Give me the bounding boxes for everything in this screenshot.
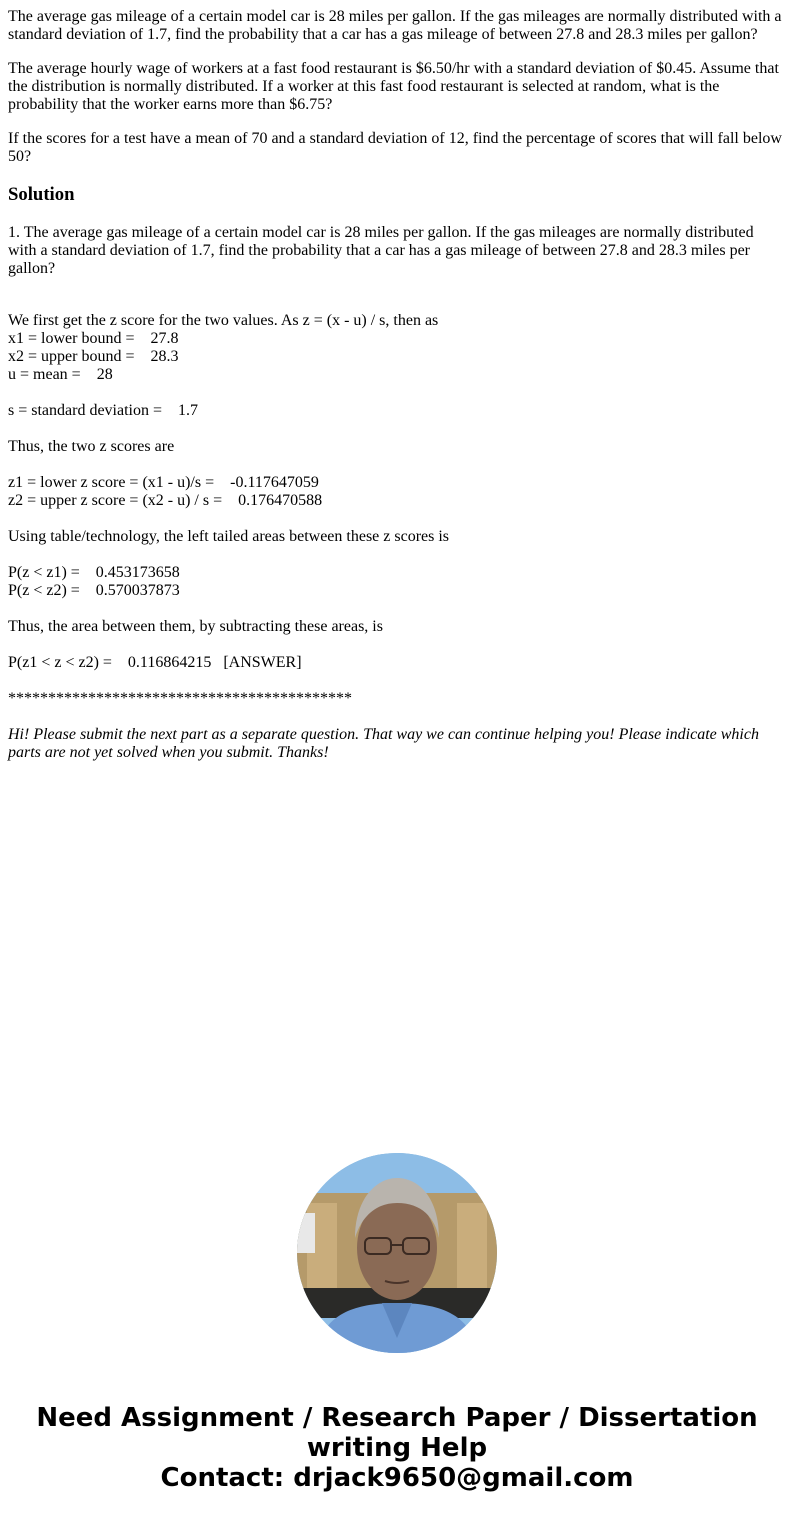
intro-text: We first get the z score for the two values. As z = (x - u) / s, then as bbox=[8, 312, 439, 329]
question-1: The average gas mileage of a certain model car is 28 miles per gallon. If the gas mileages are normally distributed with a standard deviation of 1.7, find the probability that a car has a gas mileage of between 27.8 and 28.3 miles per gallon? bbox=[8, 8, 782, 43]
document-body bbox=[8, 0, 786, 762]
sd-line: s = standard deviation = 1.7 bbox=[8, 402, 199, 419]
x2-line: x2 = upper bound = 28.3 bbox=[8, 348, 179, 365]
promo-line-1: Need Assignment / Research Paper / Dissertation bbox=[36, 1403, 758, 1433]
p2-line: P(z < z2) = 0.570037873 bbox=[8, 582, 180, 599]
promo-contact: Contact: drjack9650@gmail.com bbox=[160, 1463, 634, 1493]
author-avatar bbox=[297, 1153, 497, 1353]
p1-line: P(z < z1) = 0.453173658 bbox=[8, 564, 180, 581]
portrait-image bbox=[297, 1153, 497, 1353]
question-2: The average hourly wage of workers at a fast food restaurant is $6.50/hr with a standard deviation of $0.45. Assume that the distribution is normally distributed. If a worker at this fast food restaurant is selected at random, what is the probability that the worker earns more than $6.75? bbox=[8, 60, 779, 113]
zscores-intro: Thus, the two z scores are bbox=[8, 438, 175, 455]
promo-banner bbox=[0, 1403, 794, 1493]
help-note: Hi! Please submit the next part as a separate question. That way we can continue helping you! Please indicate which parts are not yet solved when you submit. Thanks! bbox=[8, 726, 759, 761]
separator: ******************************************* bbox=[8, 690, 352, 707]
subtract-intro: Thus, the area between them, by subtracting these areas, is bbox=[8, 618, 383, 635]
z2-line: z2 = upper z score = (x2 - u) / s = 0.176470588 bbox=[8, 492, 323, 509]
x1-line: x1 = lower bound = 27.8 bbox=[8, 330, 179, 347]
solution-heading: Solution bbox=[8, 184, 75, 205]
solution-steps bbox=[8, 312, 786, 762]
table-intro: Using table/technology, the left tailed areas between these z scores is bbox=[8, 528, 450, 545]
mean-line: u = mean = 28 bbox=[8, 366, 113, 383]
promo-line-2: writing Help bbox=[306, 1433, 488, 1463]
restated-question: 1. The average gas mileage of a certain model car is 28 miles per gallon. If the gas mileages are normally distributed with a standard deviation of 1.7, find the probability that a car has a gas mileage of between 27.8 and 28.3 miles per gallon? bbox=[8, 224, 754, 277]
question-3: If the scores for a test have a mean of 70 and a standard deviation of 12, find the percentage of scores that will fall below 50? bbox=[8, 130, 782, 165]
z1-line: z1 = lower z score = (x1 - u)/s = -0.117647059 bbox=[8, 474, 319, 491]
answer-line: P(z1 < z < z2) = 0.116864215 [ANSWER] bbox=[8, 654, 302, 671]
